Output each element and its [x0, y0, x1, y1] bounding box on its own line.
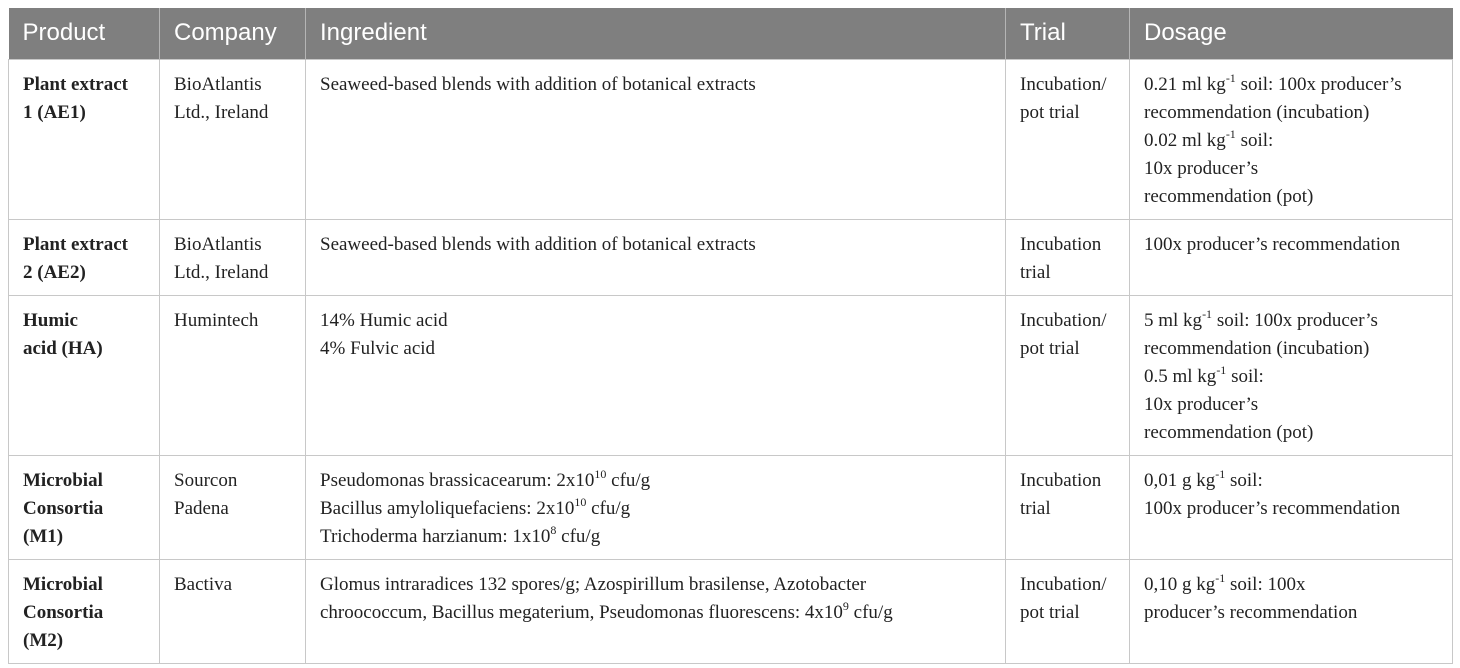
- product-line: Plant extract: [23, 233, 128, 255]
- product-cell: [9, 59, 160, 219]
- company-line: Padena: [174, 497, 229, 519]
- trial-line: pot trial: [1020, 601, 1080, 623]
- product-line: 1 (AE1): [23, 101, 86, 123]
- dosage-cell: [1130, 295, 1453, 455]
- product-line: Microbial: [23, 469, 103, 491]
- products-table: [8, 8, 1453, 664]
- dosage-line: 0.5 ml $kg^{-1}$ soil:: [1144, 362, 1264, 387]
- ingredient-line: Seaweed-based blends with addition of botanical extracts: [320, 233, 756, 255]
- table-row: [9, 59, 1453, 219]
- trial-line: Incubation/: [1020, 309, 1107, 331]
- dosage-cell: [1130, 455, 1453, 559]
- dosage-line: recommendation (incubation): [1144, 337, 1370, 359]
- company-line: Ltd., Ireland: [174, 101, 269, 123]
- product-line: Consortia: [23, 601, 104, 623]
- dosage-cell: [1130, 219, 1453, 295]
- table-row: [9, 219, 1453, 295]
- company-line: Humintech: [174, 309, 259, 331]
- header-dosage: Dosage: [1130, 8, 1453, 59]
- dosage-line: recommendation (incubation): [1144, 101, 1370, 123]
- product-line: Plant extract: [23, 73, 128, 95]
- dosage-line: 0,10 g $kg^{-1}$ soil: 100x: [1144, 570, 1306, 595]
- product-line: (M1): [23, 525, 64, 547]
- product-line: Microbial: [23, 573, 103, 595]
- trial-line: Incubation/: [1020, 573, 1107, 595]
- trial-line: Incubation/: [1020, 73, 1107, 95]
- trial-cell: [1006, 219, 1130, 295]
- trial-line: pot trial: [1020, 101, 1080, 123]
- company-cell: [160, 295, 306, 455]
- company-cell: [160, 559, 306, 663]
- dosage-line: 0.21 ml $kg^{-1}$ soil: 100x producer’s: [1144, 70, 1402, 95]
- trial-line: trial: [1020, 261, 1051, 283]
- header-ingredient: Ingredient: [306, 8, 1006, 59]
- company-line: BioAtlantis: [174, 233, 262, 255]
- product-cell: [9, 559, 160, 663]
- trial-cell: [1006, 455, 1130, 559]
- ingredient-line: Trichoderma harzianum: $1x10^8$ cfu/g: [320, 522, 601, 547]
- product-line: acid (HA): [23, 337, 103, 359]
- product-line: Humic: [23, 309, 78, 331]
- ingredient-line: chroococcum, Bacillus megaterium, Pseudomonas fluorescens: $4x10^9$ cfu/g: [320, 598, 893, 623]
- product-line: Consortia: [23, 497, 104, 519]
- ingredient-line: Glomus intraradices 132 spores/g; Azospirillum brasilense, Azotobacter: [320, 573, 867, 595]
- table-row: [9, 295, 1453, 455]
- header-product: Product: [9, 8, 160, 59]
- header-trial: Trial: [1006, 8, 1130, 59]
- ingredient-cell: [306, 219, 1006, 295]
- header-row: [9, 8, 1453, 59]
- dosage-cell: [1130, 59, 1453, 219]
- dosage-line: recommendation (pot): [1144, 185, 1314, 207]
- trial-line: pot trial: [1020, 337, 1080, 359]
- dosage-line: 10x producer’s: [1144, 393, 1259, 415]
- header-company: Company: [160, 8, 306, 59]
- company-line: Sourcon: [174, 469, 238, 491]
- trial-cell: [1006, 295, 1130, 455]
- product-cell: [9, 455, 160, 559]
- ingredient-cell: [306, 59, 1006, 219]
- company-cell: [160, 59, 306, 219]
- ingredient-line: Seaweed-based blends with addition of botanical extracts: [320, 73, 756, 95]
- trial-cell: [1006, 559, 1130, 663]
- product-cell: [9, 295, 160, 455]
- company-line: Ltd., Ireland: [174, 261, 269, 283]
- company-cell: [160, 219, 306, 295]
- product-line: 2 (AE2): [23, 261, 86, 283]
- ingredient-line: Pseudomonas brassicacearum: $2x10^{10}$ cfu/g: [320, 466, 651, 491]
- trial-line: Incubation: [1020, 469, 1102, 491]
- trial-line: trial: [1020, 497, 1051, 519]
- product-cell: [9, 219, 160, 295]
- table-row: [9, 455, 1453, 559]
- dosage-line: producer’s recommendation: [1144, 601, 1358, 623]
- ingredient-line: 4% Fulvic acid: [320, 337, 436, 359]
- dosage-line: 5 ml $kg^{-1}$ soil: 100x producer’s: [1144, 306, 1378, 331]
- company-cell: [160, 455, 306, 559]
- trial-line: Incubation: [1020, 233, 1102, 255]
- ingredient-line: 14% Humic acid: [320, 309, 448, 331]
- company-line: BioAtlantis: [174, 73, 262, 95]
- dosage-line: 100x producer’s recommendation: [1144, 497, 1401, 519]
- dosage-line: 0,01 g $kg^{-1}$ soil:: [1144, 466, 1263, 491]
- trial-cell: [1006, 59, 1130, 219]
- ingredient-cell: [306, 455, 1006, 559]
- company-line: Bactiva: [174, 573, 233, 595]
- ingredient-cell: [306, 295, 1006, 455]
- dosage-cell: [1130, 559, 1453, 663]
- dosage-line: 10x producer’s: [1144, 157, 1259, 179]
- ingredient-cell: [306, 559, 1006, 663]
- product-line: (M2): [23, 629, 64, 651]
- table-row: [9, 559, 1453, 663]
- dosage-line: recommendation (pot): [1144, 421, 1314, 443]
- dosage-line: 100x producer’s recommendation: [1144, 233, 1401, 255]
- ingredient-line: Bacillus amyloliquefaciens: $2x10^{10}$ cfu/g: [320, 494, 631, 519]
- dosage-line: 0.02 ml $kg^{-1}$ soil:: [1144, 126, 1274, 151]
